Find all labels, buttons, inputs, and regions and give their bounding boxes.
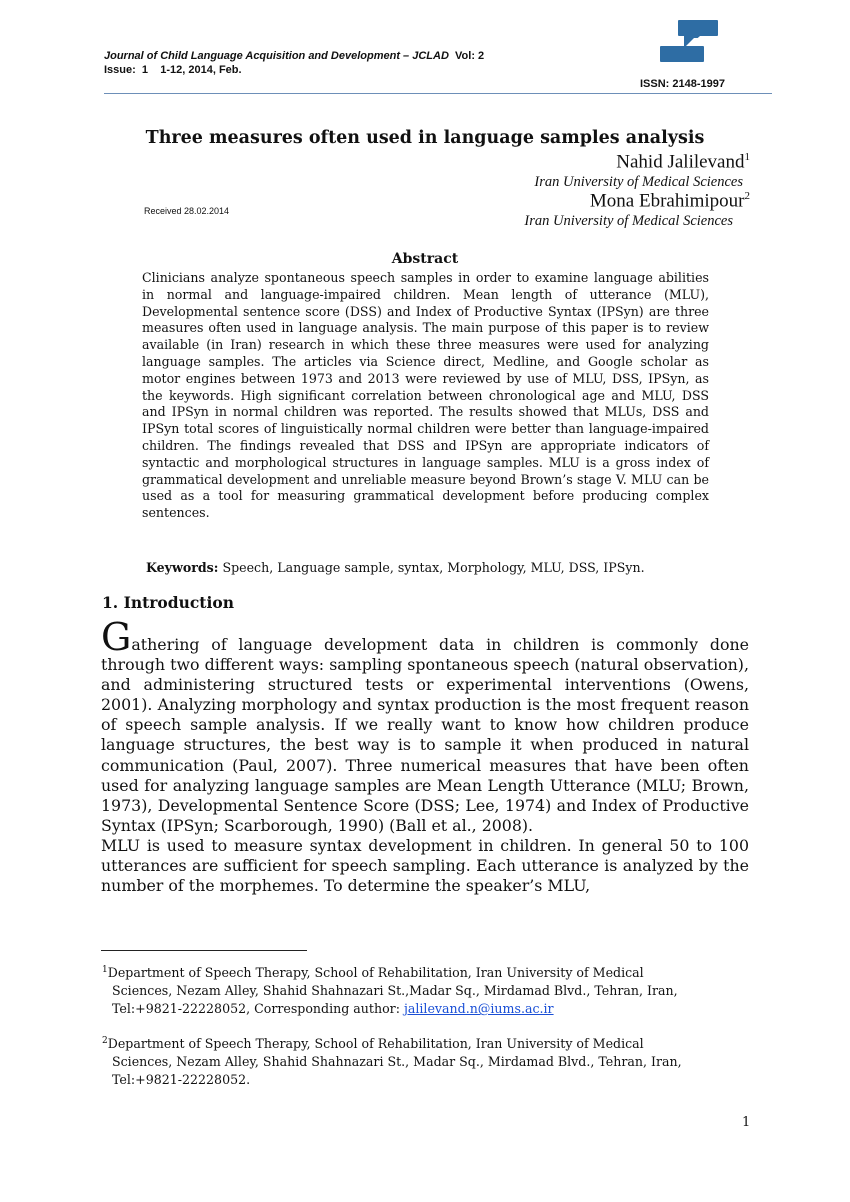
footnote-2-line-3: Tel:+9821-22228052. [112,1072,251,1088]
author-2-affiliation: Iran University of Medical Sciences [524,213,733,229]
journal-volume: Vol: 2 [455,50,485,62]
author-2-name: Mona Ebrahimipour [589,190,745,212]
introduction-body [101,615,749,896]
header-divider [104,93,772,94]
footnote-1-line-1: $^1$Department of Speech Therapy, School of Rehabilitation, Iran University of Medical [102,965,644,981]
introduction-paragraph-1 [101,615,749,836]
jclad-logo-icon [660,20,722,68]
page-number: 1 [742,1115,751,1130]
footnote-2-marker: 2 [102,1036,108,1046]
author-2-marker: 2 [744,190,750,202]
footnote-1-line-3: Tel:+9821-22228052, Corresponding author: jalilevand.n@iums.ac.ir [112,1001,554,1017]
footnote-1-marker: 1 [102,965,108,975]
footnote-2 [102,1032,752,1089]
received-date: Received 28.02.2014 [144,206,230,216]
author-1-marker: 1 [744,151,750,163]
footnote-1 [102,961,752,1018]
abstract-text: Clinicians analyze spontaneous speech samples in order to examine language abilities in normal and language-impaired children. Mean length of utterance (MLU), Developmental sentence score (DSS) and Index of Productive Syntax (IPSyn) are three measures often used in language analysis. The main purpose of this paper is to review available (in Iran) research in which these three measures were used for analyzing language samples. The articles via Science direct, Medline, and Google scholar as motor engines between 1973 and 2013 were reviewed by use of MLU, DSS, IPSyn, as the keywords. High significant correlation between chronological age and MLU, DSS and IPSyn in normal children was reported. The results showed that MLUs, DSS and IPSyn total scores of linguistically normal children were better than language-impaired children. The findings revealed that DSS and IPSyn are appropriate indicators of syntactic and morphological structures in language samples. MLU is a gross index of grammatical development and unreliable measure beyond Brown’s stage V. MLU can be used as a tool for measuring grammatical development before producing complex sentences. [142,270,709,521]
issn: ISSN: 2148-1997 [640,78,725,90]
paper-title: Three measures often used in language samples analysis [145,128,705,148]
keywords-list: Speech, Language sample, syntax, Morphology, MLU, DSS, IPSyn. [222,560,645,575]
keywords-label: Keywords: [146,560,219,575]
drop-cap: G [101,615,132,659]
introduction-paragraph-2: MLU is used to measure syntax development in children. In general 50 to 100 utterances are sufficient for speech sampling. Each utterance is analyzed by the number of the morphemes. To determine the speaker’s MLU, [101,835,749,896]
footnote-2-line-2: Sciences, Nezam Alley, Shahid Shahnazari St., Madar Sq., Mirdamad Blvd., Tehran, Iran, [112,1054,682,1070]
author-email-link[interactable]: jalilevand.n@iums.ac.ir [403,1001,554,1017]
footnote-1-line-2: Sciences, Nezam Alley, Shahid Shahnazari St.,Madar Sq., Mirdamad Blvd., Tehran, Iran, [112,983,678,999]
author-1 [616,151,750,173]
section-heading-introduction: 1. Introduction [102,593,234,612]
keywords [146,560,645,575]
author-1-affiliation: Iran University of Medical Sciences [534,174,743,190]
journal-name [104,50,484,63]
journal-title: Journal of Child Language Acquisition and Development – JCLAD [104,50,449,62]
journal-issue: Issue: 1 1-12, 2014, Feb. [104,64,242,76]
author-1-name: Nahid Jalilevand [616,151,745,173]
author-2 [590,190,750,212]
footnote-2-line-1: $^2$Department of Speech Therapy, School of Rehabilitation, Iran University of Medical [102,1036,644,1052]
abstract-heading: Abstract [391,251,459,267]
introduction-paragraph-1-text: athering of language development data in children is commonly done through two different ways: sampling spontaneous speech (natural observation), and administering structured tests or experimental interventions (Owens, 2001). Analyzing morphology and syntax production is the most frequent reason of speech sample analysis. If we really want to know how children produce language structures, the best way is to sample it when produced in natural communication (Paul, 2007). Three numerical measures that have been often used for analyzing language samples are Mean Length Utterance (MLU; Brown, 1973), Developmental Sentence Score (DSS; Lee, 1974) and Index of Productive Syntax (IPSyn; Scarborough, 1990) (Ball et al., 2008). [101,635,749,835]
footnote-divider [101,950,307,951]
